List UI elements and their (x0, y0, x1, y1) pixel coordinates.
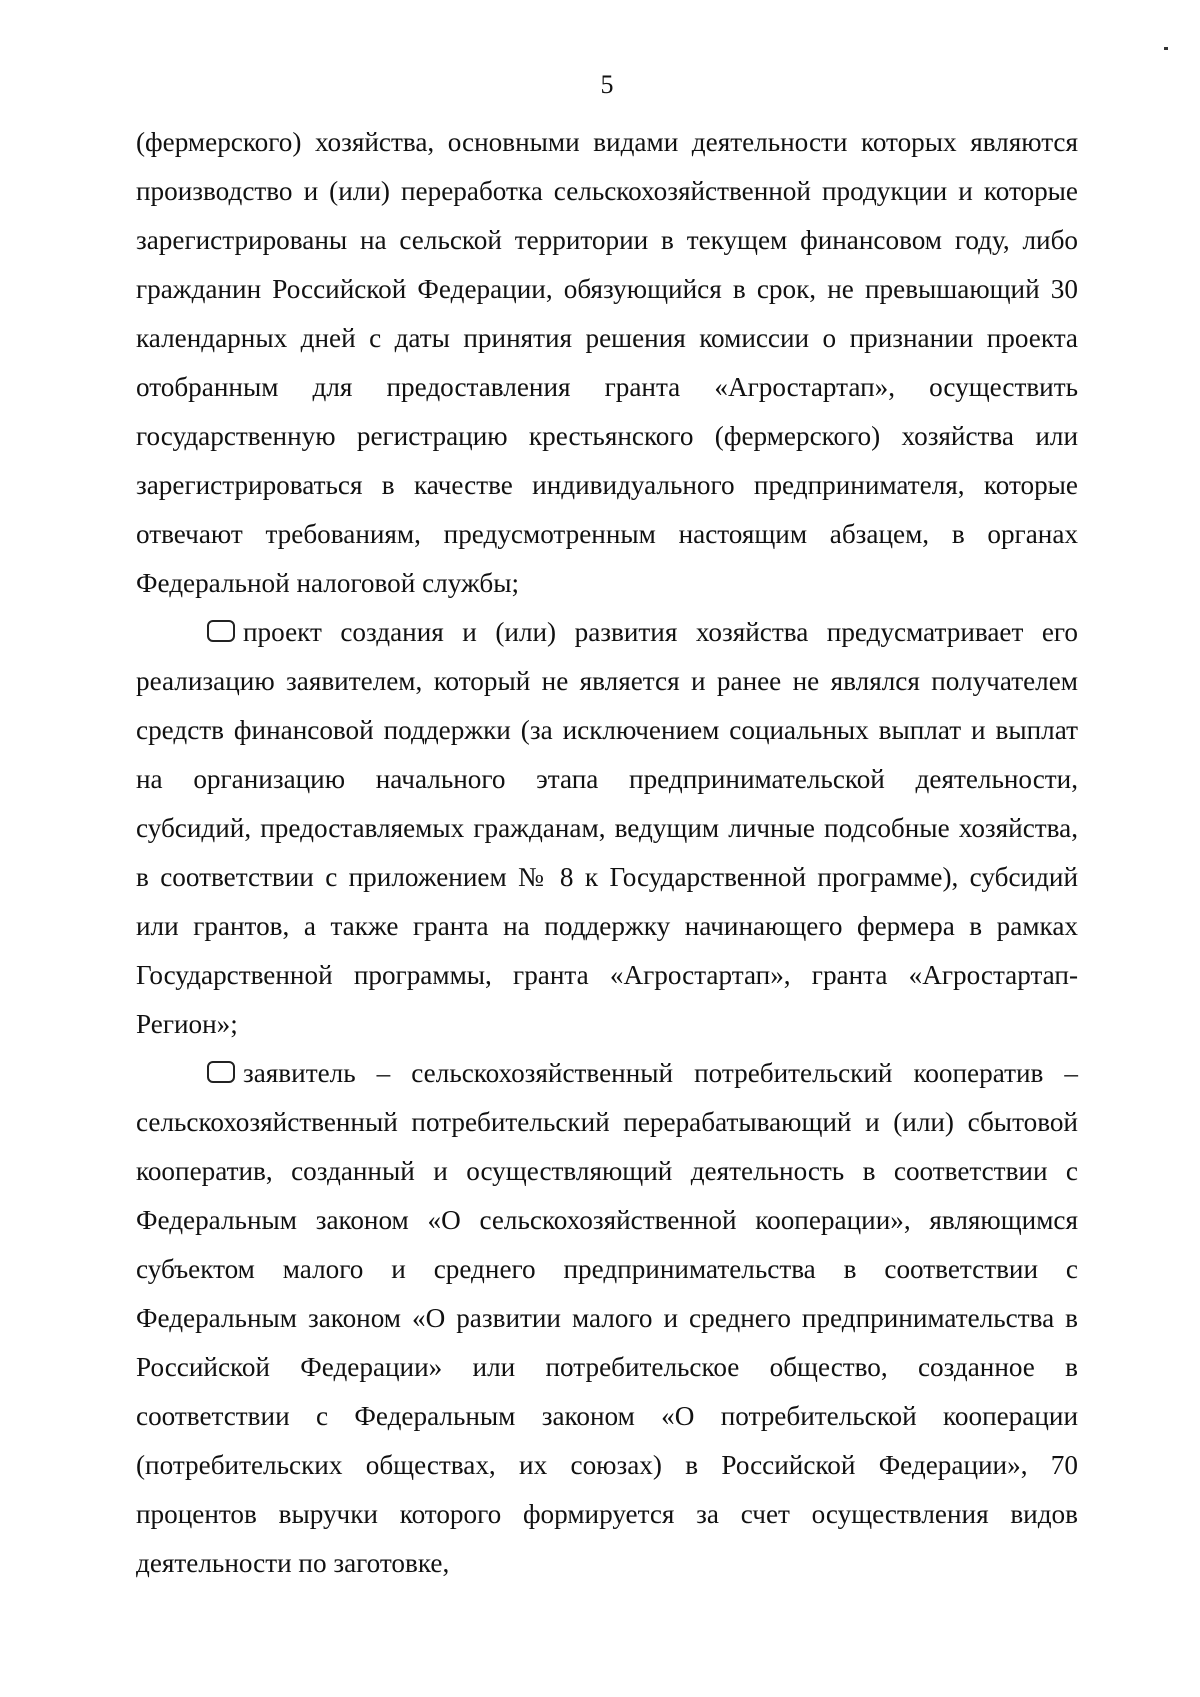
scan-artifact-mark (1164, 47, 1168, 50)
paragraph-continuation (136, 118, 1078, 608)
page-number: 5 (600, 70, 614, 99)
paragraph-applicant-cooperative (136, 1049, 1078, 1588)
paragraph-text: проект создания и (или) развития хозяйства предусматривает его реализацию заявителем, который не является и ранее не являлся получателем средств финансовой поддержки (за исключением социальных выплат и выплат на организацию начального этапа предпринимательской деятельности, субсидий, предоставляемых гражданам, ведущим личные подсобные хозяйства, в соответствии с приложением № 8 к Государственной программе), субсидий или грантов, а также гранта на поддержку начинающего фермера в рамках Государственной программы, гранта «Агростартап», гранта «Агростартап-Регион»; (136, 617, 1078, 1039)
checkbox-icon[interactable] (207, 620, 235, 642)
checkbox-icon[interactable] (207, 1061, 235, 1083)
paragraph-text: заявитель – сельскохозяйственный потребительский кооператив – сельскохозяйственный потребительский перерабатывающий и (или) сбытовой кооператив, созданный и осуществляющий деятельность в соответствии с Федеральным законом «О сельскохозяйственной кооперации», являющимся субъектом малого и среднего предпринимательства в соответствии с Федеральным законом «О развитии малого и среднего предпринимательства в Российской Федерации» или потребительское общество, созданное в соответствии с Федеральным законом «О потребительской кооперации (потребительских обществах, их союзах) в Российской Федерации», 70 процентов выручки которого формируется за счет осуществления видов деятельности по заготовке, (136, 1058, 1078, 1578)
paragraph-text: (фермерского) хозяйства, основными видами деятельности которых являются производство и (или) переработка сельскохозяйственной продукции и которые зарегистрированы на сельской территории в текущем финансовом году, либо гражданин Российской Федерации, обязующийся в срок, не превышающий 30 календарных дней с даты принятия решения комиссии о признании проекта отобранным для предоставления гранта «Агростартап», осуществить государственную регистрацию крестьянского (фермерского) хозяйства или зарегистрироваться в качестве индивидуального предпринимателя, которые отвечают требованиям, предусмотренным настоящим абзацем, в органах Федеральной налоговой службы; (136, 127, 1078, 598)
document-body (136, 118, 1078, 1588)
paragraph-project-requirement (136, 608, 1078, 1049)
